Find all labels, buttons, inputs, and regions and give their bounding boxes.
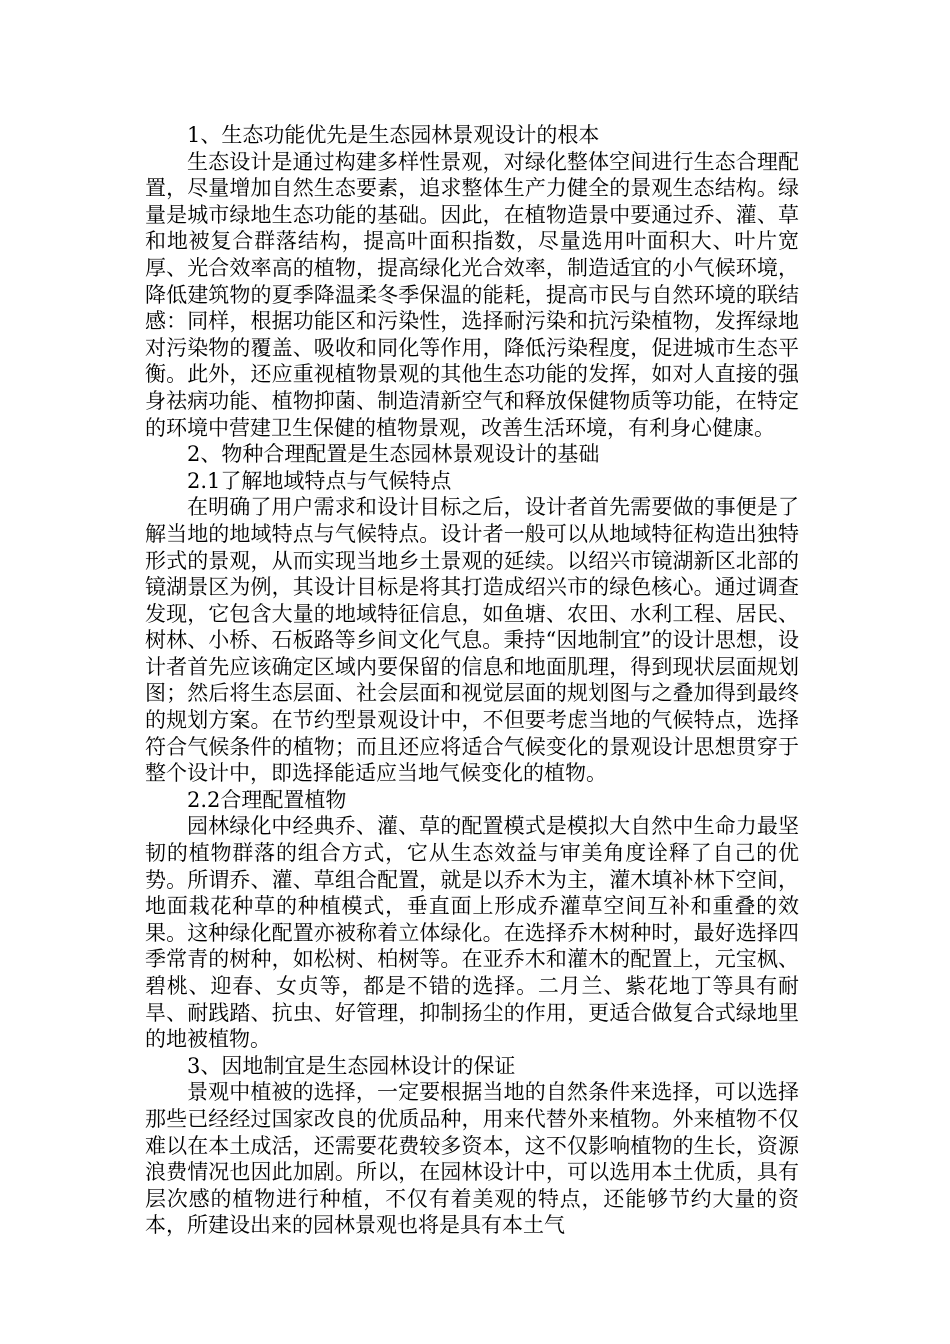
paragraph-plant-configuration: 园林绿化中经典乔、灌、草的配置模式是模拟大自然中生命力最坚韧的植物群落的组合方式，它从生态效益与审美角度诠释了自己的优势。所谓乔、灌、草组合配置，就是以乔木为主，灌木填补林下空间，地面栽花种草的种植模式，垂直面上形成乔灌草空间互补和重叠的效果。这种绿化配置亦被称着立体绿化。在选择乔木树种时，最好选择四季常青的树种，如松树、柏树等。在亚乔木和灌木的配置上，元宝枫、碧桃、迎春、女贞等，都是不错的选择。二月兰、紫花地丁等具有耐旱、耐践踏、抗虫、好管理，抑制扬尘的作用，更适合做复合式绿地里的地被植物。 [145,814,799,1052]
paragraph-regional-climate: 在明确了用户需求和设计目标之后，设计者首先需要做的事便是了解当地的地域特点与气候特点。设计者一般可以从地域特征构造出独特形式的景观，从而实现当地乡土景观的延续。以绍兴市镜湖新区北部的镜湖景区为例，其设计目标是将其打造成绍兴市的绿色核心。通过调查发现，它包含大量的地域特征信息，如鱼塘、农田、水利工程、居民、树林、小桥、石板路等乡间文化气息。秉持“因地制宜”的设计思想，设计者首先应该确定区域内要保留的信息和地面肌理，得到现状层面规划图；然后将生态层面、社会层面和视觉层面的规划图与之叠加得到最终的规划方案。在节约型景观设计中，不但要考虑当地的气候特点，选择符合气候条件的植物；而且还应将适合气候变化的景观设计思想贯穿于整个设计中，即选择能适应当地气候变化的植物。 [145,495,799,786]
paragraph-local-conditions: 景观中植被的选择，一定要根据当地的自然条件来选择，可以选择那些已经经过国家改良的优质品种，用来代替外来植物。外来植物不仅难以在本土成活，还需要花费较多资本，这不仅影响植物的生长，资源浪费情况也因此加剧。所以，在园林设计中，可以选用本土优质，具有层次感的植物进行种植，不仅有着美观的特点，还能够节约大量的资本，所建设出来的园林景观也将是具有本土气 [145,1080,799,1238]
subsection-heading-2-1: 2.1了解地域特点与气候特点 [187,468,452,493]
section-heading-1: 1、生态功能优先是生态园林景观设计的根本 [187,123,600,147]
document-body [145,122,799,1239]
section-heading-3: 3、因地制宜是生态园林设计的保证 [187,1053,516,1078]
paragraph-ecological-function: 生态设计是通过构建多样性景观，对绿化整体空间进行生态合理配置，尽量增加自然生态要素，追求整体生产力健全的景观生态结构。绿量是城市绿地生态功能的基础。因此，在植物造景中要通过乔、灌、草和地被复合群落结构，提高叶面积指数，尽量选用叶面积大、叶片宽厚、光合效率高的植物，提高绿化光合效率，制造适宜的小气候环境，降低建筑物的夏季降温柔冬季保温的能耗，提高市民与自然环境的联结感：同样，根据功能区和污染性，选择耐污染和抗污染植物，发挥绿地对污染物的覆盖、吸收和同化等作用，降低污染程度，促进城市生态平衡。此外，还应重视植物景观的其他生态功能的发挥，如对人直接的强身祛病功能、植物抑菌、制造清新空气和释放保健物质等功能，在特定的环境中营建卫生保健的植物景观，改善生活环境，有利身心健康。 [145,149,799,440]
subsection-heading-2-2: 2.2合理配置植物 [187,787,347,812]
section-heading-2: 2、物种合理配置是生态园林景观设计的基础 [187,442,600,467]
